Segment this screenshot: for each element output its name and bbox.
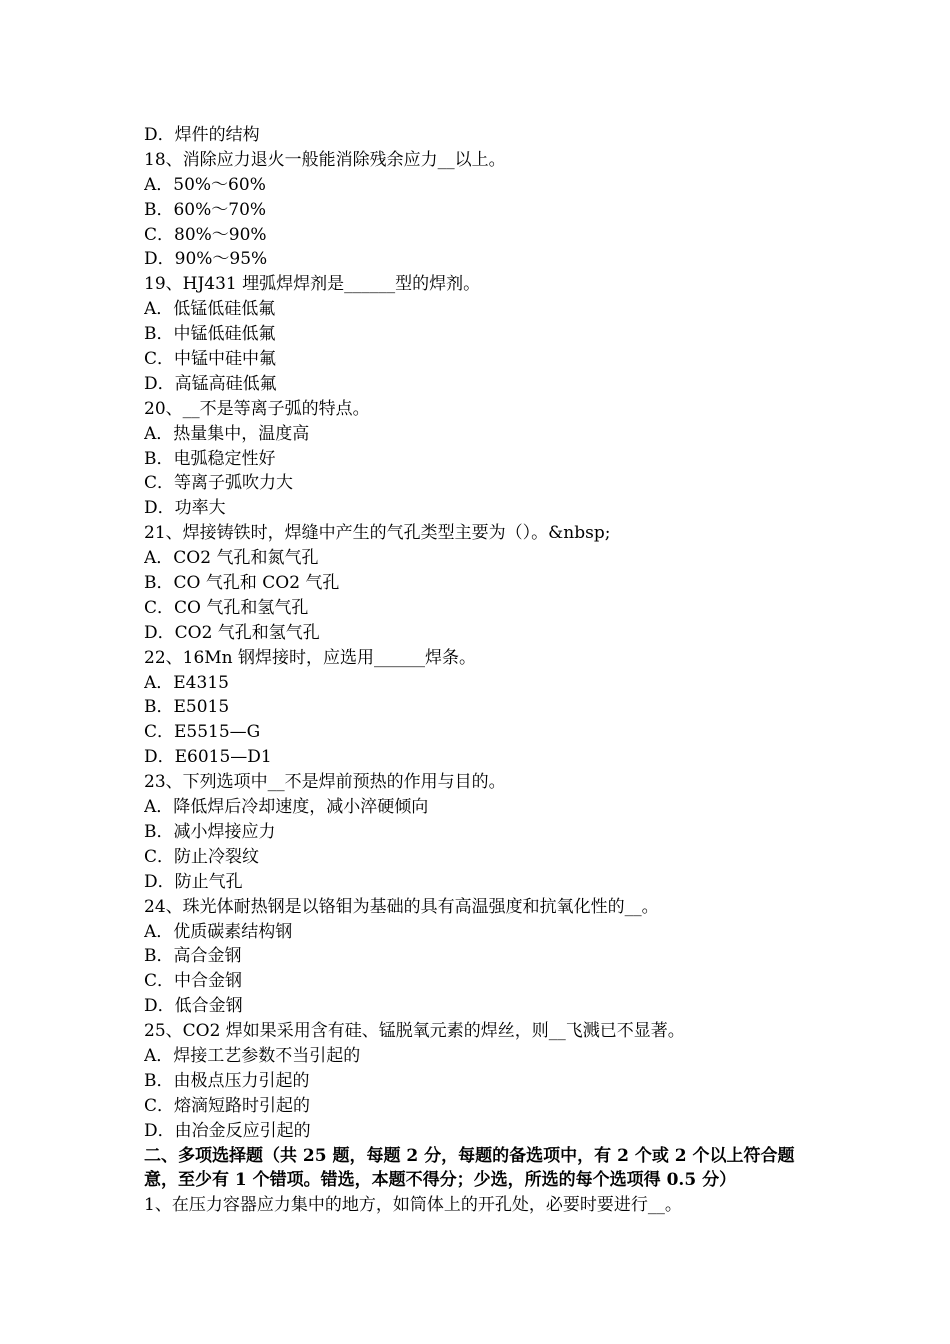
option-line: A．CO2 气孔和氮气孔 <box>144 548 319 569</box>
question-line: 23、下列选项中__不是焊前预热的作用与目的。 <box>144 772 506 793</box>
option-line: D．由冶金反应引起的 <box>144 1120 311 1141</box>
option-line: B．由极点压力引起的 <box>144 1070 310 1091</box>
option-line: D．功率大 <box>144 498 226 519</box>
option-line: A．热量集中，温度高 <box>144 423 310 444</box>
option-line: D．90%～95% <box>144 249 268 270</box>
section-heading: 二、多项选择题（共 25 题，每题 2 分，每题的备选项中，有 2 个或 2 个以上符合题意，至少有 1 个错项。错选，本题不得分；少选，所选的每个选项得 0.5 分） <box>144 1145 795 1191</box>
option-line: B．CO 气孔和 CO2 气孔 <box>144 573 340 594</box>
option-line: B．E5015 <box>144 697 230 718</box>
option-line: D．焊件的结构 <box>144 125 260 145</box>
option-line: D．高锰高硅低氟 <box>144 373 277 394</box>
question-line: 18、消除应力退火一般能消除残余应力__以上。 <box>144 149 506 170</box>
option-line: C．80%～90% <box>144 224 267 245</box>
question-line: 20、__不是等离子弧的特点。 <box>144 398 370 419</box>
option-line: B．高合金钢 <box>144 946 242 967</box>
option-line: B．电弧稳定性好 <box>144 448 276 469</box>
option-line: A．优质碳素结构钢 <box>144 921 293 942</box>
option-line: D．防止气孔 <box>144 871 243 892</box>
question-line: 1、在压力容器应力集中的地方，如筒体上的开孔处，必要时要进行__。 <box>144 1195 682 1216</box>
option-line: B．减小焊接应力 <box>144 821 276 842</box>
option-line: C．中锰中硅中氟 <box>144 349 277 370</box>
option-line: C．防止冷裂纹 <box>144 846 260 867</box>
option-line: C．CO 气孔和氢气孔 <box>144 597 309 618</box>
option-line: A．50%～60% <box>144 174 266 195</box>
option-line: C．等离子弧吹力大 <box>144 473 294 494</box>
question-line: 25、CO2 焊如果采用含有硅、锰脱氧元素的焊丝，则__飞溅已不显著。 <box>144 1021 685 1042</box>
option-line: A．焊接工艺参数不当引起的 <box>144 1045 361 1066</box>
question-line: 22、16Mn 钢焊接时，应选用______焊条。 <box>144 647 477 668</box>
question-line: 24、珠光体耐热钢是以铬钼为基础的具有高温强度和抗氧化性的__。 <box>144 896 659 917</box>
option-line: C．中合金钢 <box>144 971 243 992</box>
option-line: B．60%～70% <box>144 199 267 220</box>
option-line: D．低合金钢 <box>144 996 243 1017</box>
option-line: C．E5515—G <box>144 722 261 743</box>
option-line: A．降低焊后冷却速度，减小淬硬倾向 <box>144 797 429 818</box>
option-line: C．熔滴短路时引起的 <box>144 1095 311 1116</box>
question-line: 19、HJ431 埋弧焊焊剂是______型的焊剂。 <box>144 274 481 295</box>
option-line: B．中锰低硅低氟 <box>144 324 276 345</box>
option-line: D．CO2 气孔和氢气孔 <box>144 622 320 643</box>
option-line: A．E4315 <box>144 672 229 693</box>
option-line: A．低锰低硅低氟 <box>144 299 276 320</box>
option-line: D．E6015—D1 <box>144 747 272 768</box>
document-content <box>144 123 812 1218</box>
question-line: 21、焊接铸铁时，焊缝中产生的气孔类型主要为（）。&nbsp; <box>144 523 611 544</box>
